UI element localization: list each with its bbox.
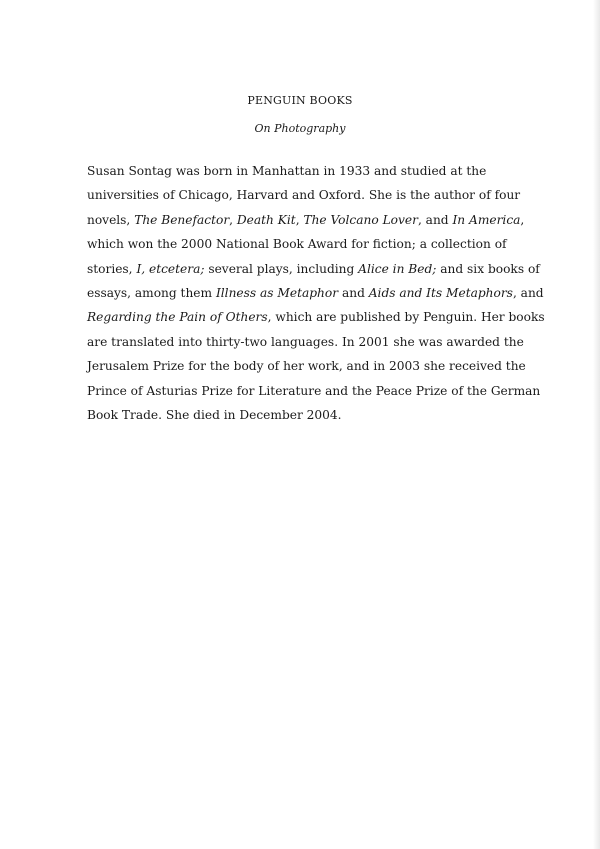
bio-text: , which won the 2000 National Book Award for fiction; a collection of stories, — [87, 212, 525, 276]
bio-text: , which are published by Penguin. Her books are translated into thirty-two languages. In 2001 she was awarded the Jerusalem Prize for the body of her work, and in 2003 she received the Prince of Asturias Prize for Literature and the Peace Prize of the German Book Trade. She died in December 2004. — [87, 310, 545, 423]
bio-text: , and — [417, 212, 453, 227]
book-title-regarding-pain: Regarding the Pain of Others — [87, 310, 268, 325]
book-title-benefactor: The Benefactor — [134, 212, 230, 227]
bio-text: , — [295, 212, 304, 227]
author-biography — [87, 159, 547, 427]
book-title: On Photography — [254, 122, 346, 135]
book-title-death-kit: Death Kit — [236, 212, 296, 227]
book-title-i-etcetera: I, etcetera; — [136, 261, 205, 276]
bio-text: and six books of essays, among them — [87, 261, 540, 301]
bio-text: , — [229, 212, 237, 227]
bio-text: Susan Sontag was born in Manhattan in 1933 and studied at the universities of Chicago, Harvard and Oxford. She is the author of four novels, — [87, 164, 521, 227]
book-title-volcano-lover: The Volcano Lover — [303, 212, 418, 227]
publisher-heading: PENGUIN BOOKS — [247, 94, 353, 107]
bio-text: and — [338, 286, 369, 301]
bio-text: several plays, including — [204, 261, 359, 276]
book-title-in-america: In America — [452, 212, 521, 227]
bio-text: , and — [512, 286, 544, 301]
book-title-aids-metaphors: Aids and Its Metaphors — [368, 286, 513, 301]
book-title-alice-in-bed: Alice in Bed; — [358, 261, 437, 276]
book-title-illness-as-metaphor: Illness as Metaphor — [215, 286, 339, 301]
